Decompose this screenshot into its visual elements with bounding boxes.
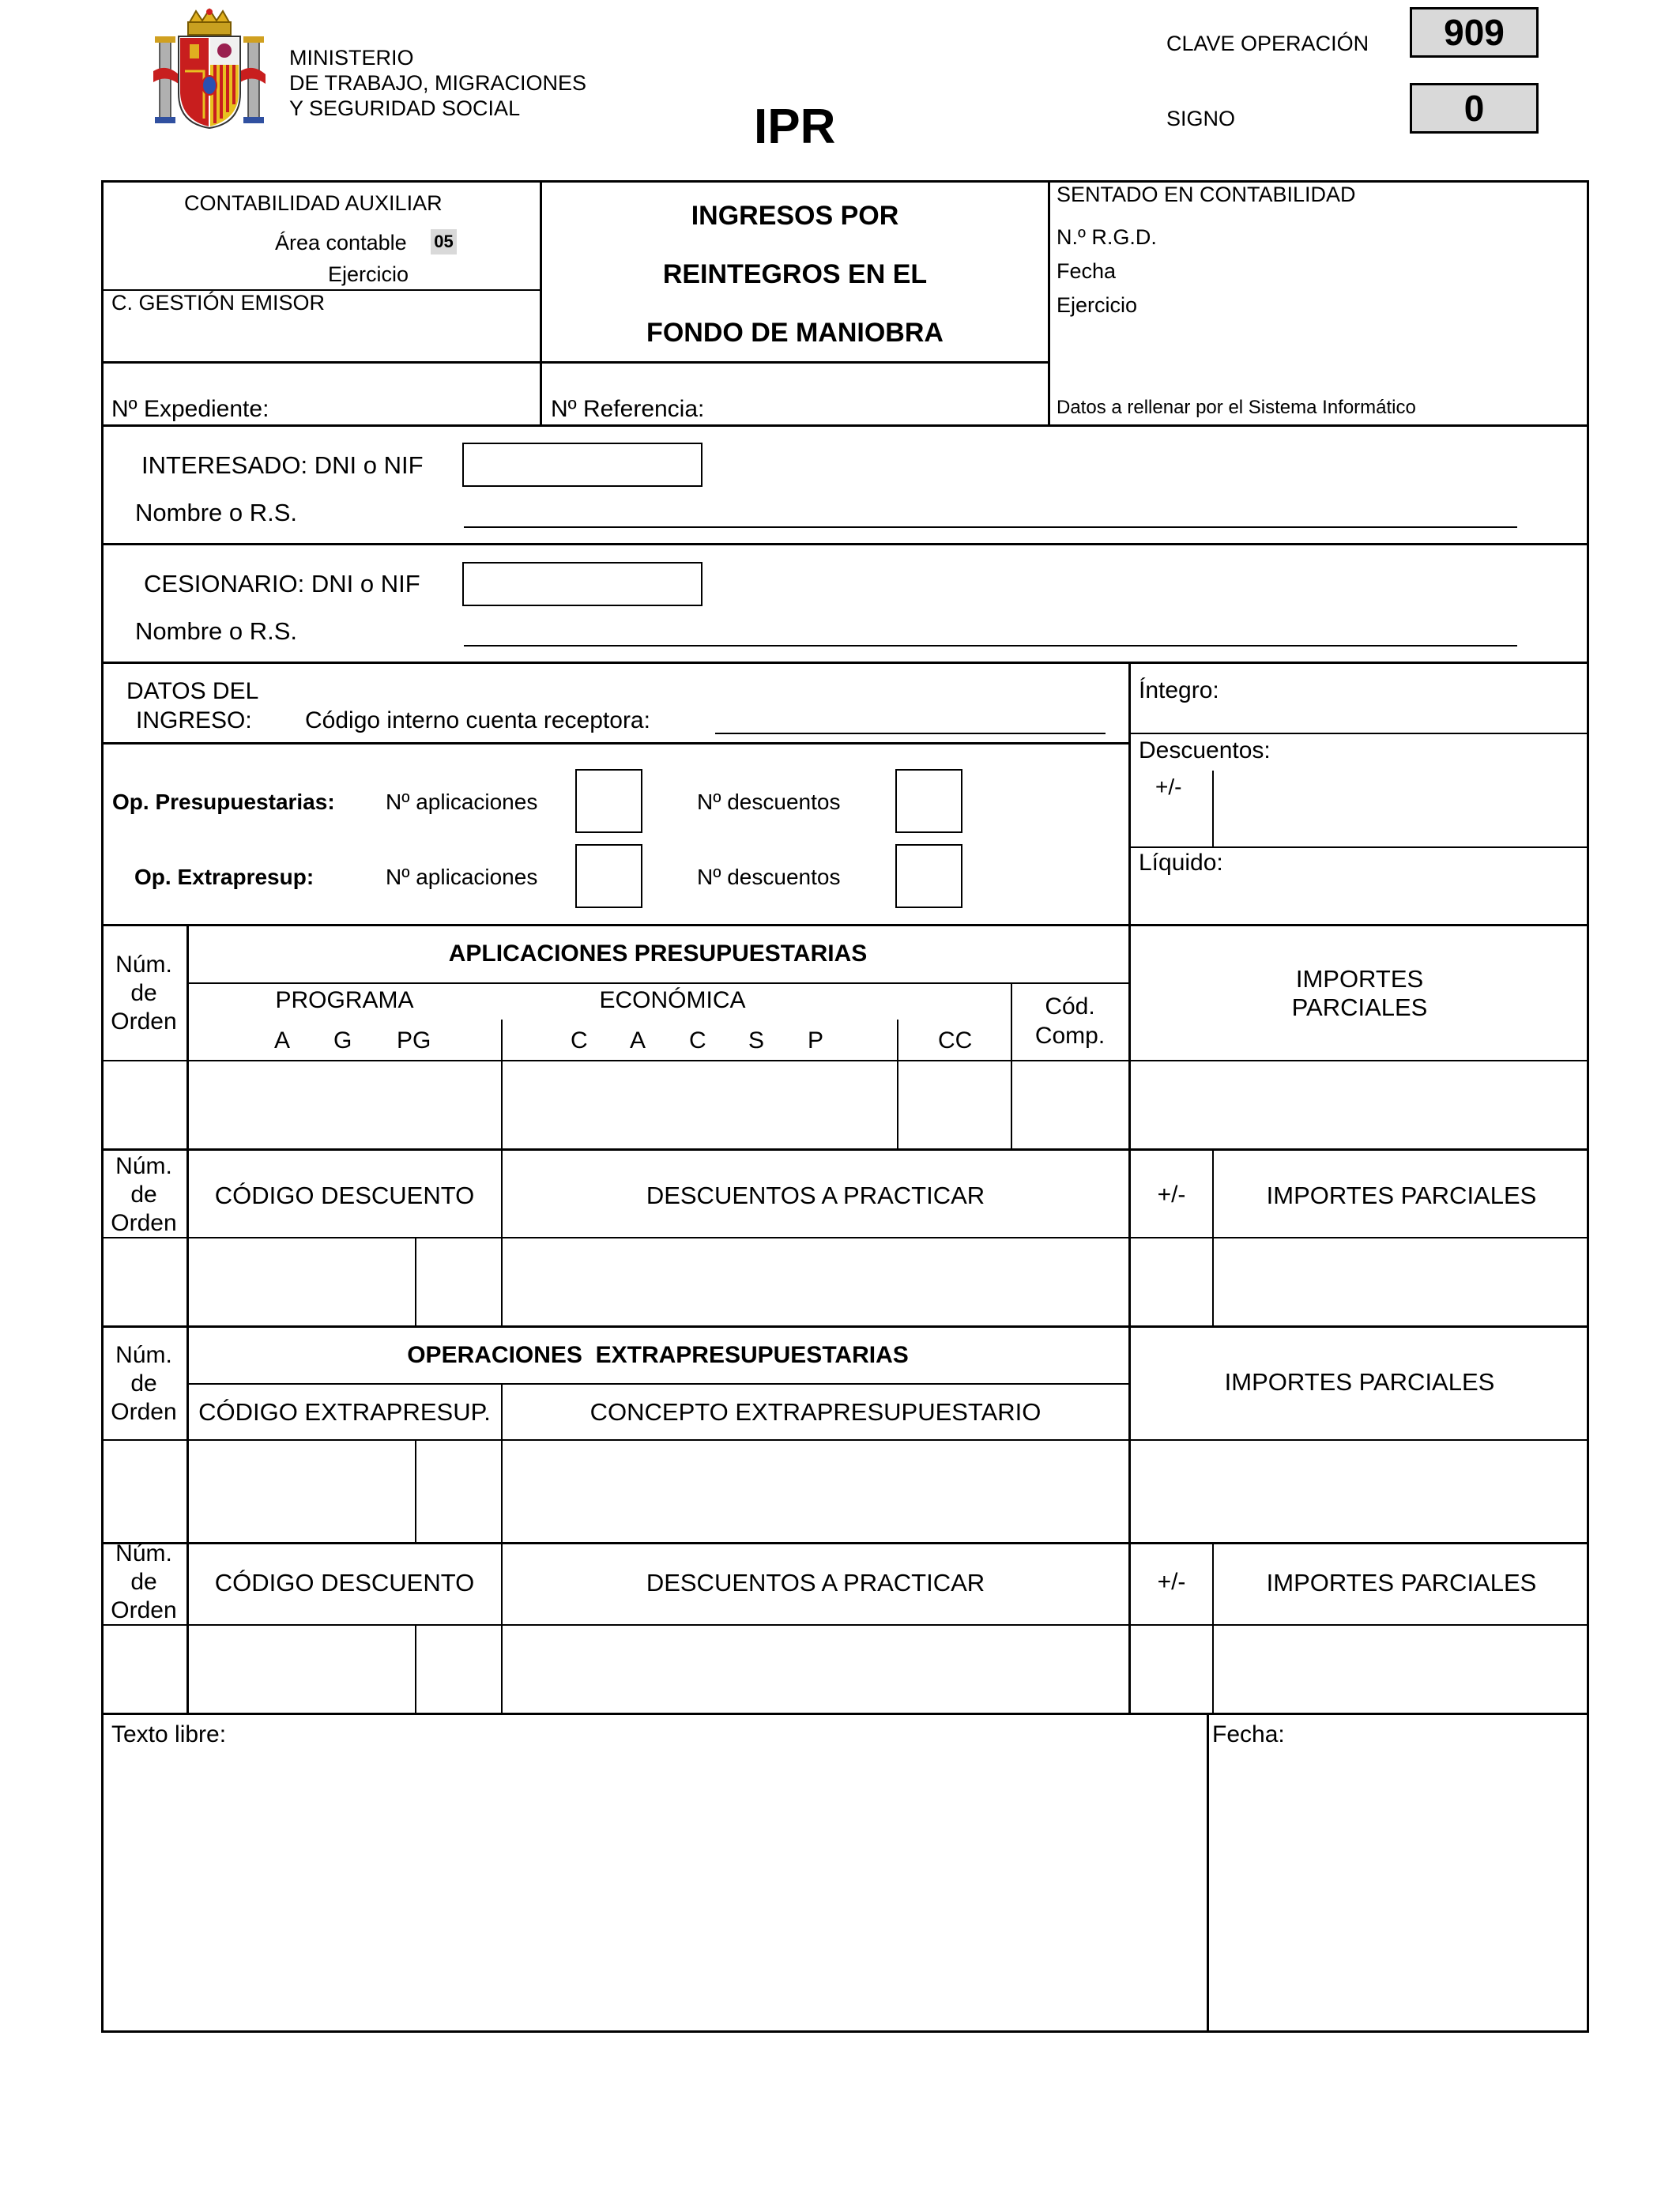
desc2-sign-header: +/- [1157,1569,1186,1595]
desc2-num-line-1: Núm. [115,1540,172,1566]
extra-num-line-2: de [130,1370,157,1397]
divider [415,1237,416,1327]
desc2-practicar-input[interactable] [503,1627,1127,1712]
desc1-practicar-header: DESCUENTOS A PRACTICAR [646,1182,985,1209]
desc2-codigo-header: CÓDIGO DESCUENTO [214,1569,475,1596]
cc-col: CC [938,1027,973,1054]
economica-col-c2: C [689,1027,706,1054]
desc1-importe-input[interactable] [1215,1239,1588,1325]
signo-label: SIGNO [1166,107,1236,130]
desc1-row-input[interactable] [103,1239,185,1325]
referencia-label: Nº Referencia: [551,396,705,422]
divider [415,1624,416,1714]
form-title-line-3: FONDO DE MANIOBRA [646,318,944,348]
integro-label: Íntegro: [1139,677,1219,703]
interesado-nombre-input[interactable] [464,526,1517,528]
divider [1212,771,1214,847]
op-extra-aplicaciones-label: Nº aplicaciones [386,865,538,889]
ministry-line-3: Y SEGURIDAD SOCIAL [289,96,521,120]
ministry-line-2: DE TRABAJO, MIGRACIONES [289,71,587,95]
divider [101,424,1589,427]
coat-of-arms-logo [150,8,269,130]
divider [186,982,1129,984]
extra-importe-input[interactable] [1132,1442,1588,1541]
desc1-num-line-3: Orden [111,1210,177,1236]
fecha-footer-label: Fecha: [1212,1721,1285,1747]
interesado-label: INTERESADO: DNI o NIF [141,451,424,479]
aplic-row-input[interactable] [103,1062,185,1148]
divider [101,1325,1589,1328]
fecha-label: Fecha [1057,259,1117,283]
desc1-codigo-header: CÓDIGO DESCUENTO [214,1182,475,1209]
divider [1212,1542,1214,1714]
economica-label: ECONÓMICA [599,987,746,1013]
datos-ingreso-line-2: INGRESO: [136,707,252,733]
divider [101,924,1589,926]
divider [101,1624,1589,1626]
desc1-practicar-input[interactable] [503,1239,1127,1325]
divider [1048,180,1050,425]
divider [101,1148,1589,1151]
desc2-num-line-2: de [130,1569,157,1595]
rgd-label: N.º R.G.D. [1057,225,1157,249]
clave-operacion-label: CLAVE OPERACIÓN [1166,32,1369,55]
desc1-codigo-input[interactable] [189,1239,413,1325]
datos-ingreso-line-1: DATOS DEL [126,678,259,704]
area-contable-value: 05 [431,229,457,254]
extra-num-line-1: Núm. [115,1342,172,1368]
divider [501,1542,503,1714]
divider [1207,1713,1209,2033]
area-contable-label: Área contable [275,231,407,254]
texto-libre-label: Texto libre: [111,1721,227,1747]
ejercicio-label: Ejercicio [328,262,409,286]
cesionario-nombre-input[interactable] [464,645,1517,647]
programa-col-a: A [274,1027,291,1054]
codigo-interno-input[interactable] [715,733,1106,734]
codigo-interno-label: Código interno cuenta receptora: [305,707,650,733]
extra-codigo-header: CÓDIGO EXTRAPRESUP. [198,1398,491,1426]
aplic-importes-line-1: IMPORTES [1295,965,1424,993]
aplic-economica-input[interactable] [503,1062,896,1148]
op-extra-descuentos-input[interactable] [895,844,962,908]
divider [101,543,1589,545]
divider [101,361,1049,364]
contabilidad-auxiliar-label: CONTABILIDAD AUXILIAR [184,191,443,215]
extra-importes-header: IMPORTES PARCIALES [1224,1368,1495,1396]
op-presup-descuentos-label: Nº descuentos [697,790,841,814]
divider [415,1439,416,1544]
aplic-programa-input[interactable] [189,1062,500,1148]
extra-concepto-input[interactable] [503,1442,1127,1541]
economica-col-s: S [748,1027,765,1054]
op-extra-aplicaciones-input[interactable] [575,844,642,908]
divider [501,1020,503,1149]
desc1-num-line-2: de [130,1182,157,1208]
desc1-num-line-1: Núm. [115,1153,172,1179]
sentado-contabilidad-label: SENTADO EN CONTABILIDAD [1057,183,1356,206]
divider [186,1383,1129,1385]
desc1-sign-header: +/- [1157,1182,1186,1208]
cesionario-label: CESIONARIO: DNI o NIF [144,570,420,598]
op-extrapresup-label: Op. Extrapresup: [134,865,315,889]
descuentos-label: Descuentos: [1139,737,1271,763]
programa-col-g: G [333,1027,352,1054]
aplic-num-line-3: Orden [111,1008,177,1035]
divider [1128,733,1589,734]
divider [101,1060,1589,1061]
extra-concepto-header: CONCEPTO EXTRAPRESUPUESTARIO [590,1398,1042,1426]
extra-codigo-input[interactable] [189,1442,413,1541]
programa-label: PROGRAMA [275,987,414,1013]
extrapresupuestarias-title: OPERACIONES EXTRAPRESUPUESTARIAS [407,1342,909,1368]
liquido-label: Líquido: [1139,850,1223,876]
extra-row-input[interactable] [103,1442,185,1541]
cesionario-nombre-label: Nombre o R.S. [135,617,298,645]
op-presup-aplicaciones-label: Nº aplicaciones [386,790,538,814]
ministry-line-1: MINISTERIO [289,46,414,70]
desc2-importe-input[interactable] [1215,1627,1588,1712]
op-presup-aplicaciones-input[interactable] [575,769,642,833]
divider [101,1439,1589,1441]
aplic-num-line-2: de [130,980,157,1006]
programa-col-pg: PG [397,1027,431,1054]
expediente-label: Nº Expediente: [111,396,269,422]
signo-value: 0 [1410,83,1539,134]
divider [897,1020,898,1149]
clave-operacion-value: 909 [1410,7,1539,58]
divider [101,1713,1589,1715]
cesionario-dni-input[interactable] [462,562,703,606]
interesado-dni-input[interactable] [462,443,703,487]
datos-sistema-note: Datos a rellenar por el Sistema Informático [1057,397,1416,418]
gestion-emisor-label: C. GESTIÓN EMISOR [111,291,326,315]
cod-comp-line-2: Comp. [1034,1023,1106,1049]
desc2-row-input[interactable] [103,1627,185,1712]
desc1-importes-header: IMPORTES PARCIALES [1266,1182,1537,1209]
form-title-line-1: INGRESOS POR [691,201,899,231]
form-code-title: IPR [754,100,836,154]
economica-col-p: P [808,1027,824,1054]
fecha-footer-input[interactable] [1211,1755,1587,2030]
op-extra-descuentos-label: Nº descuentos [697,865,841,889]
economica-col-a: A [630,1027,646,1054]
ejercicio-contabilidad-label: Ejercicio [1057,293,1138,317]
desc2-importes-header: IMPORTES PARCIALES [1266,1569,1537,1596]
aplic-importes-line-2: PARCIALES [1291,993,1428,1021]
extra-num-line-3: Orden [111,1399,177,1425]
cod-comp-line-1: Cód. [1045,993,1095,1020]
divider [101,1237,1589,1238]
op-presupuestarias-label: Op. Presupuestarias: [112,790,335,814]
desc2-num-line-3: Orden [111,1597,177,1623]
economica-col-c1: C [571,1027,588,1054]
divider [101,742,1128,745]
interesado-nombre-label: Nombre o R.S. [135,499,298,526]
aplic-importe-input[interactable] [1132,1062,1588,1148]
form-title-line-2: REINTEGROS EN EL [662,259,928,289]
descuentos-sign-label: +/- [1155,775,1182,799]
op-presup-descuentos-input[interactable] [895,769,962,833]
divider [101,1542,1589,1544]
divider [101,662,1589,664]
aplic-cc-input[interactable] [899,1062,1010,1148]
texto-libre-input[interactable] [104,1755,1203,2030]
divider [1128,846,1589,848]
desc2-practicar-header: DESCUENTOS A PRACTICAR [646,1569,985,1596]
aplicaciones-title: APLICACIONES PRESUPUESTARIAS [448,941,868,967]
aplic-num-line-1: Núm. [115,952,172,978]
desc2-codigo-input[interactable] [189,1627,413,1712]
